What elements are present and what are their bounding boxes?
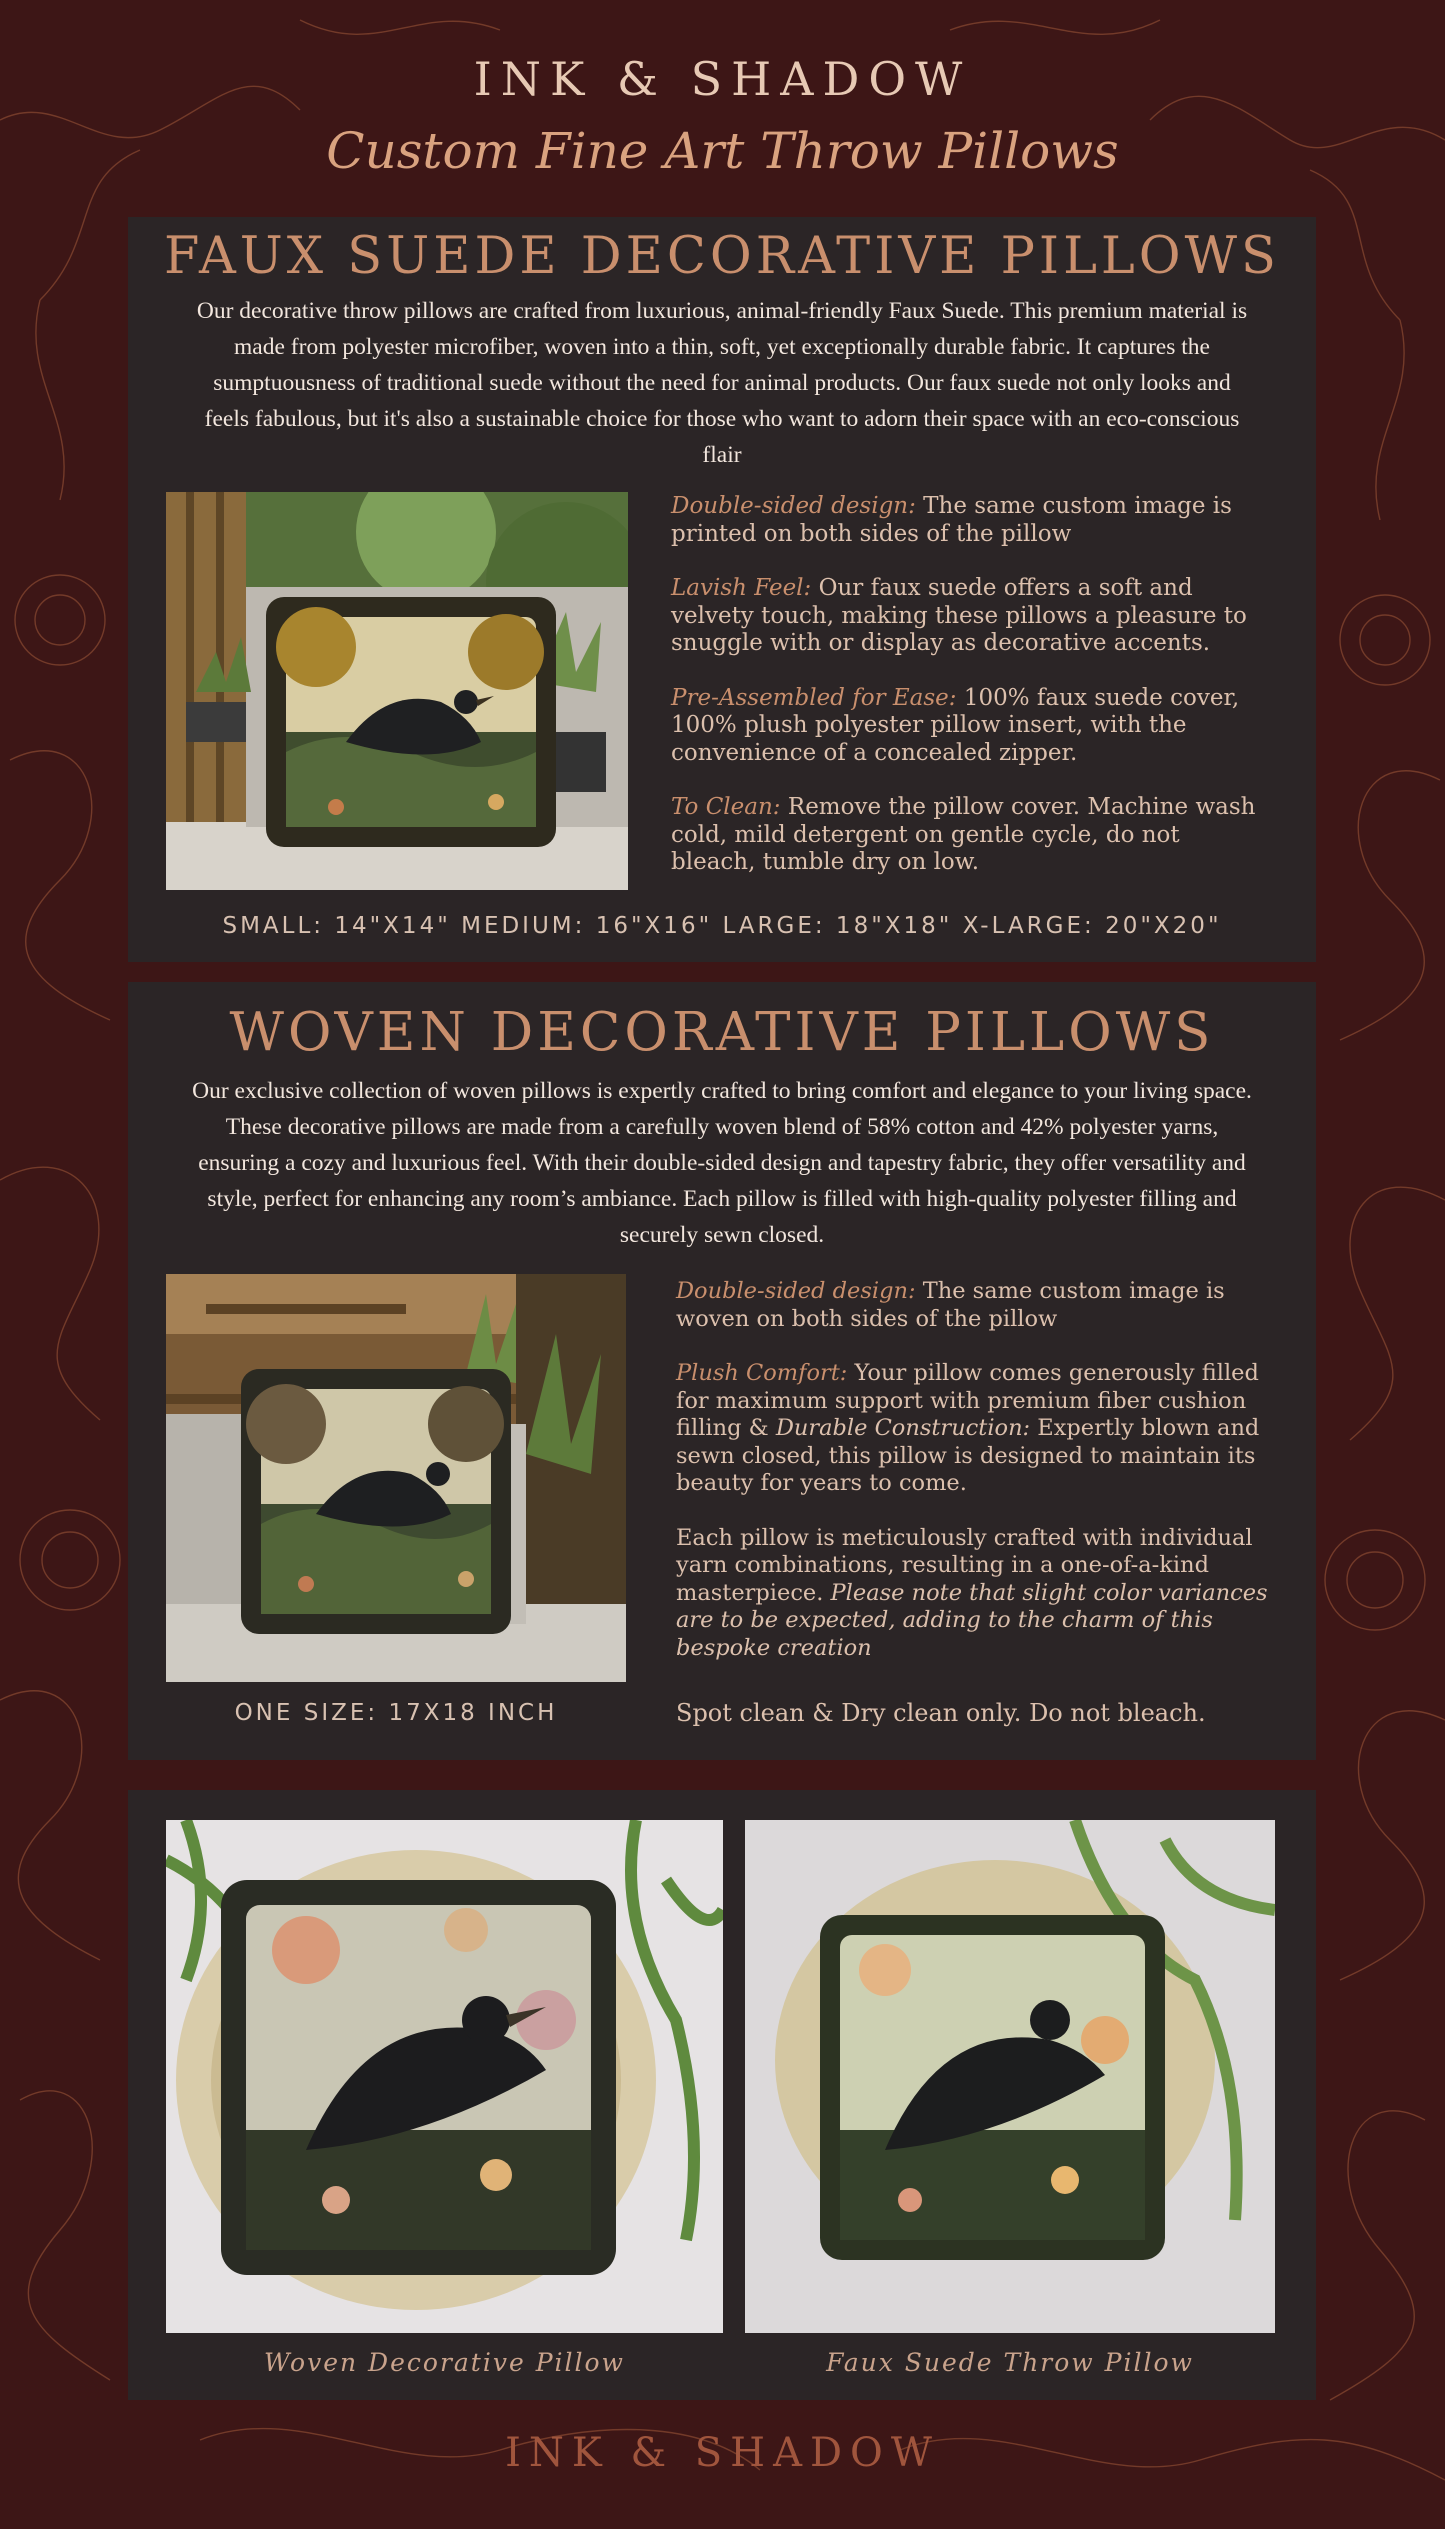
gallery-section	[128, 1790, 1316, 2400]
faux-suede-product-photo	[166, 492, 628, 890]
woven-features	[676, 1278, 1286, 1662]
gallery-caption-suede: Faux Suede Throw Pillow	[826, 2348, 1194, 2377]
feature-text: The same custom image is woven on both sides of the pillow	[676, 1278, 1225, 1332]
feature-label: Double-sided design:	[671, 493, 916, 519]
faux-suede-intro: Our decorative throw pillows are crafted from luxurious, animal-friendly Faux Suede. This premium material is made from polyester microfiber, woven into a thin, soft, yet exceptionally durable fabric. It captures the sumptuousness of traditional suede without the need for animal products. Our faux suede not only looks and feels fabulous, but it's also a sustainable choice for those who want to adorn their space with an eco-conscious flair	[196, 298, 1248, 468]
feature-text: The same custom image is printed on both sides of the pillow	[671, 493, 1232, 547]
woven-size: ONE SIZE: 17X18 INCH	[234, 1700, 558, 1726]
feature-label: Lavish Feel:	[671, 575, 812, 601]
footer-brand: INK & SHADOW	[505, 2430, 940, 2476]
feature-item	[671, 685, 1271, 768]
feature-text: 100% faux suede cover, 100% plush polyester pillow insert, with the convenience of a concealed zipper.	[671, 684, 1240, 766]
gallery-caption-woven: Woven Decorative Pillow	[264, 2348, 625, 2377]
woven-intro: Our exclusive collection of woven pillows is expertly crafted to bring comfort and elegance to your living space. These decorative pillows are made from a carefully woven blend of 58% cotton and 42% polyester yarns, ensuring a cozy and luxurious feel. With their double-sided design and tapestry fabric, they offer versatility and style, perfect for enhancing any room’s ambiance. Each pillow is filled with high-quality polyester filling and securely sewn closed.	[192, 1078, 1252, 1248]
faux-suede-heading: FAUX SUEDE DECORATIVE PILLOWS	[164, 227, 1280, 286]
woven-care: Spot clean & Dry clean only. Do not bleach.	[676, 1699, 1206, 1727]
feature-text: Each pillow is meticulously crafted with individual yarn combinations, resulting in a one-of-a-kind masterpiece.	[676, 1524, 1253, 1606]
feature-item	[671, 794, 1271, 877]
feature-label: Pre-Assembled for Ease:	[671, 684, 957, 711]
feature-label: Plush Comfort:	[676, 1360, 848, 1386]
feature-text: Remove the pillow cover. Machine wash cold, mild detergent on gentle cycle, do not bleach, tumble dry on low.	[671, 794, 1256, 875]
feature-item	[676, 1278, 1286, 1333]
feature-item	[671, 575, 1271, 658]
woven-heading: WOVEN DECORATIVE PILLOWS	[229, 1002, 1215, 1063]
feature-item	[671, 493, 1271, 548]
faux-suede-section	[128, 217, 1316, 962]
feature-item	[676, 1360, 1286, 1498]
gallery-photo-woven	[166, 1820, 723, 2333]
woven-product-photo	[166, 1274, 626, 1682]
woven-section	[128, 982, 1316, 1760]
feature-label: Double-sided design:	[676, 1278, 916, 1304]
feature-note: Please note that slight color variances are to be expected, adding to the charm of this bespoke creation	[676, 1579, 1268, 1661]
feature-label: Durable Construction:	[775, 1415, 1031, 1441]
feature-text: Your pillow comes generously filled for maximum support with premium fiber cushion filling &	[676, 1360, 1259, 1441]
feature-item	[676, 1525, 1286, 1663]
feature-text: Our faux suede offers a soft and velvety touch, making these pillows a pleasure to snuggle with or display as decorative accents.	[671, 575, 1247, 656]
brand-tagline: Custom Fine Art Throw Pillows	[326, 122, 1119, 180]
feature-text: Expertly blown and sewn closed, this pillow is designed to maintain its beauty for years to come.	[676, 1415, 1260, 1496]
brand-title: INK & SHADOW	[473, 52, 972, 106]
faux-suede-sizes: SMALL: 14"X14" MEDIUM: 16"X16" LARGE: 18"X18" X-LARGE: 20"X20"	[222, 913, 1222, 939]
feature-label: To Clean:	[671, 794, 781, 820]
faux-suede-features	[671, 493, 1271, 877]
gallery-photo-suede	[745, 1820, 1275, 2333]
